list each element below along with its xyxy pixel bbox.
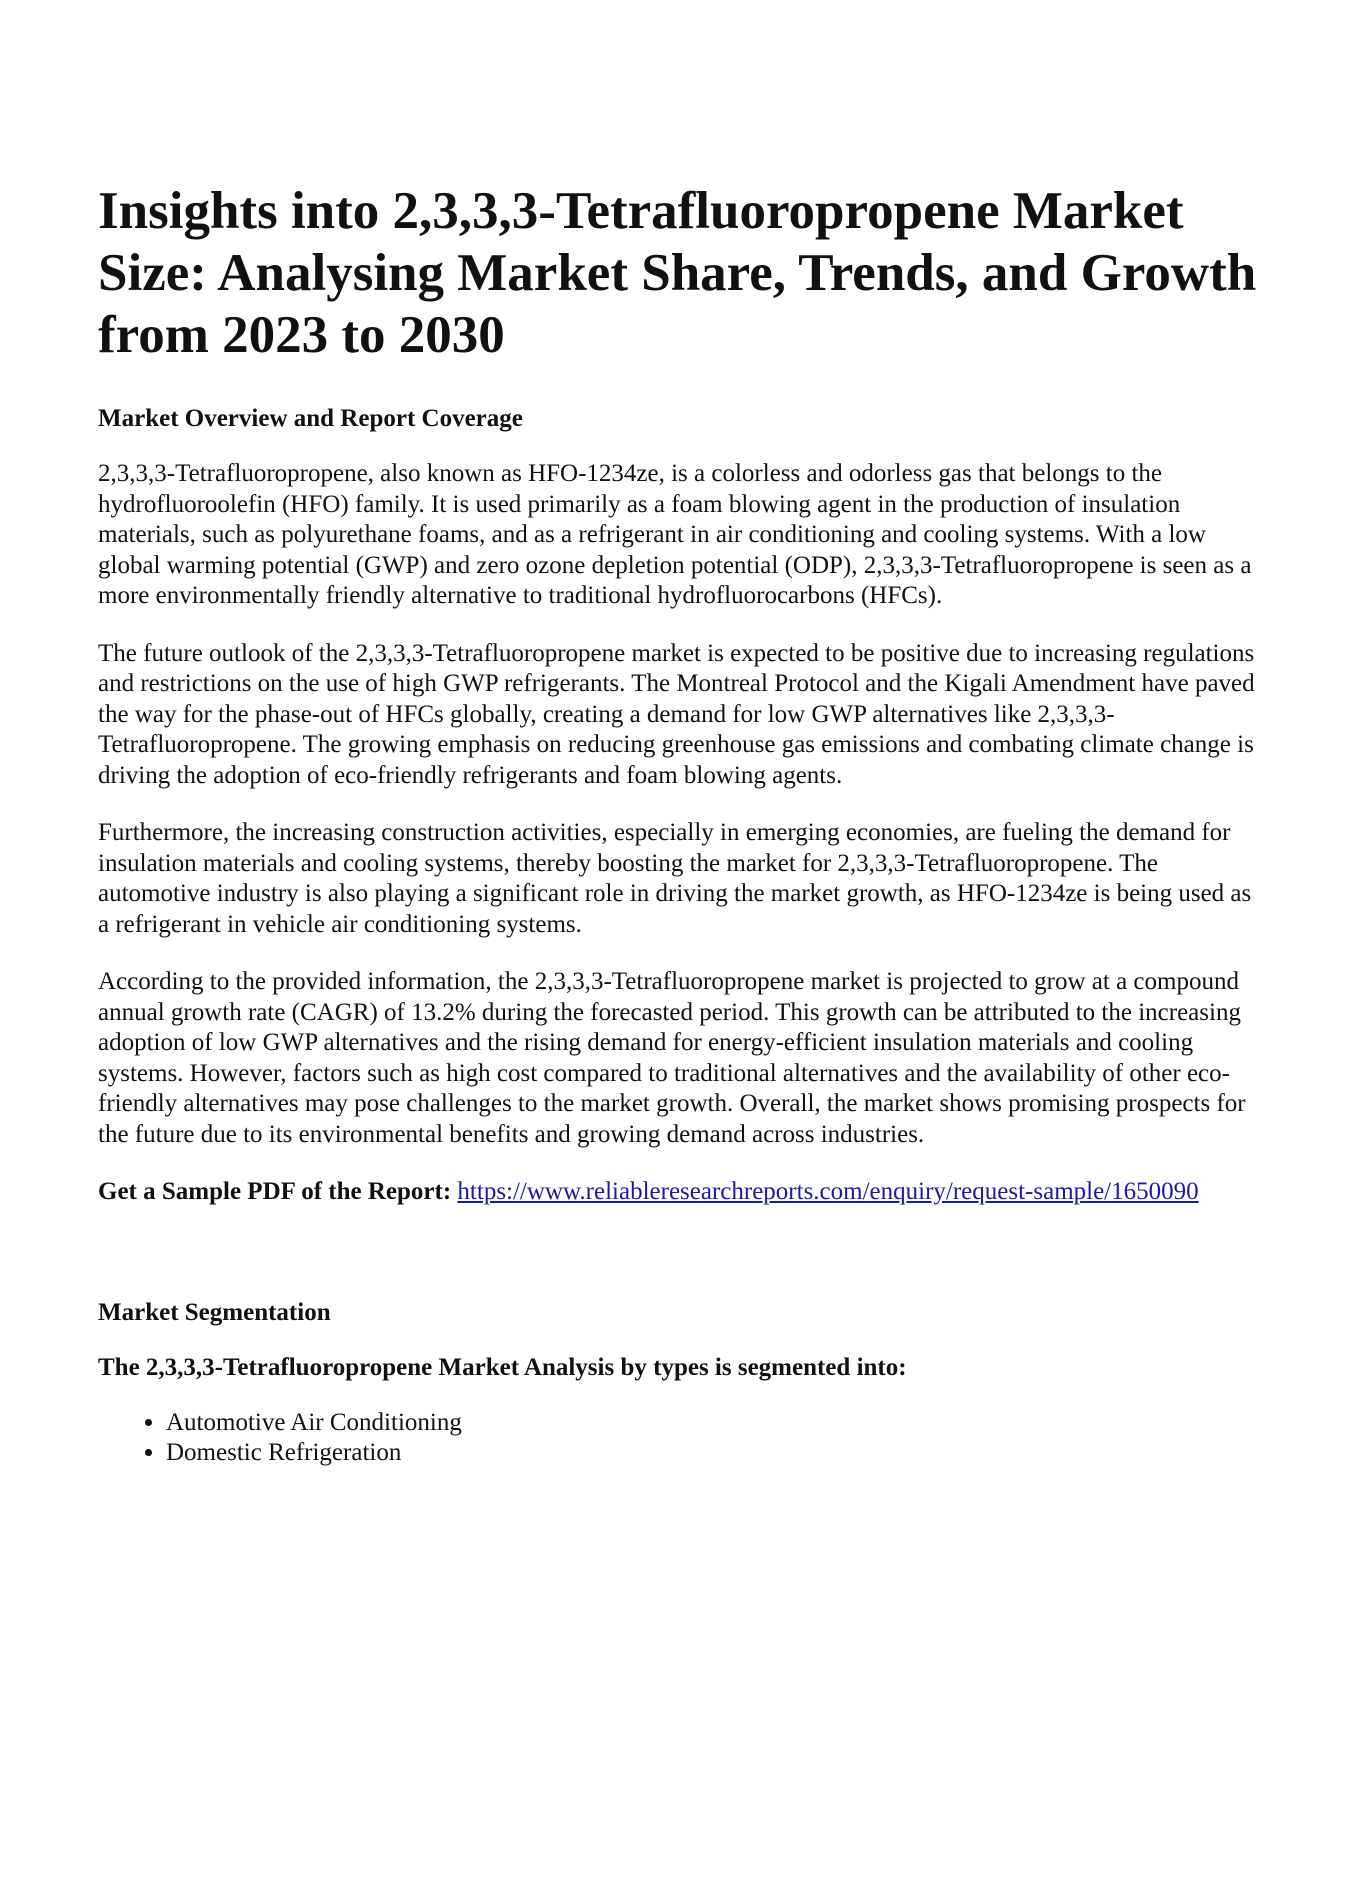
list-item: • Automotive Air Conditioning xyxy=(166,1408,1258,1439)
overview-paragraph-2: The future outlook of the 2,3,3,3-Tetrafluoropropene market is expected to be positive due to increasing regulations and restrictions on the use of high GWP refrigerants. The Montreal Protocol and the Kigali Amendment have paved the way for the phase-out of HFCs globally, creating a demand for low GWP alternatives like 2,3,3,3-Tetrafluoropropene. The growing emphasis on reducing greenhouse gas emissions and combating climate change is driving the adoption of eco-friendly refrigerants and foam blowing agents. xyxy=(98,639,1255,789)
types-list xyxy=(98,1408,1258,1469)
sample-pdf-line xyxy=(98,1177,1258,1208)
sample-pdf-label: Get a Sample PDF of the Report: xyxy=(98,1178,452,1205)
overview-heading: Market Overview and Report Coverage xyxy=(98,405,523,432)
segmentation-heading: Market Segmentation xyxy=(98,1298,331,1326)
document-page xyxy=(98,180,1258,1469)
sample-pdf-link[interactable]: https://www.reliableresearchreports.com/enquiry/request-sample/1650090 xyxy=(457,1178,1199,1205)
overview-paragraph-1: 2,3,3,3-Tetrafluoropropene, also known as HFO-1234ze, is a colorless and odorless gas that belongs to the hydrofluoroolefin (HFO) family. It is used primarily as a foam blowing agent in the production of insulation materials, such as polyurethane foams, and as a refrigerant in air conditioning and cooling systems. With a low global warming potential (GWP) and zero ozone depletion potential (ODP), 2,3,3,3-Tetrafluoropropene is seen as a more environmentally friendly alternative to traditional hydrofluorocarbons (HFCs). xyxy=(98,460,1252,609)
overview-paragraph-4: According to the provided information, the 2,3,3,3-Tetrafluoropropene market is projected to grow at a compound annual growth rate (CAGR) of 13.2% during the forecasted period. This growth can be attributed to the increasing adoption of low GWP alternatives and the rising demand for energy-efficient insulation materials and cooling systems. However, factors such as high cost compared to traditional alternatives and the availability of other eco-friendly alternatives may pose challenges to the market growth. Overall, the market shows promising prospects for the future due to its environmental benefits and growing demand across industries. xyxy=(98,968,1246,1148)
list-item: • Domestic Refrigeration xyxy=(166,1438,1258,1469)
types-heading: The 2,3,3,3-Tetrafluoropropene Market Analysis by types is segmented into: xyxy=(98,1353,907,1381)
page-title: Insights into 2,3,3,3-Tetrafluoropropene Market Size: Analysing Market Share, Trends, and Growth from 2023 to 2030 xyxy=(98,182,1257,364)
overview-paragraph-3: Furthermore, the increasing construction activities, especially in emerging economies, are fueling the demand for insulation materials and cooling systems, thereby boosting the market for 2,3,3,3-Tetrafluoropropene. The automotive industry is also playing a significant role in driving the market growth, as HFO-1234ze is being used as a refrigerant in vehicle air conditioning systems. xyxy=(98,819,1252,938)
